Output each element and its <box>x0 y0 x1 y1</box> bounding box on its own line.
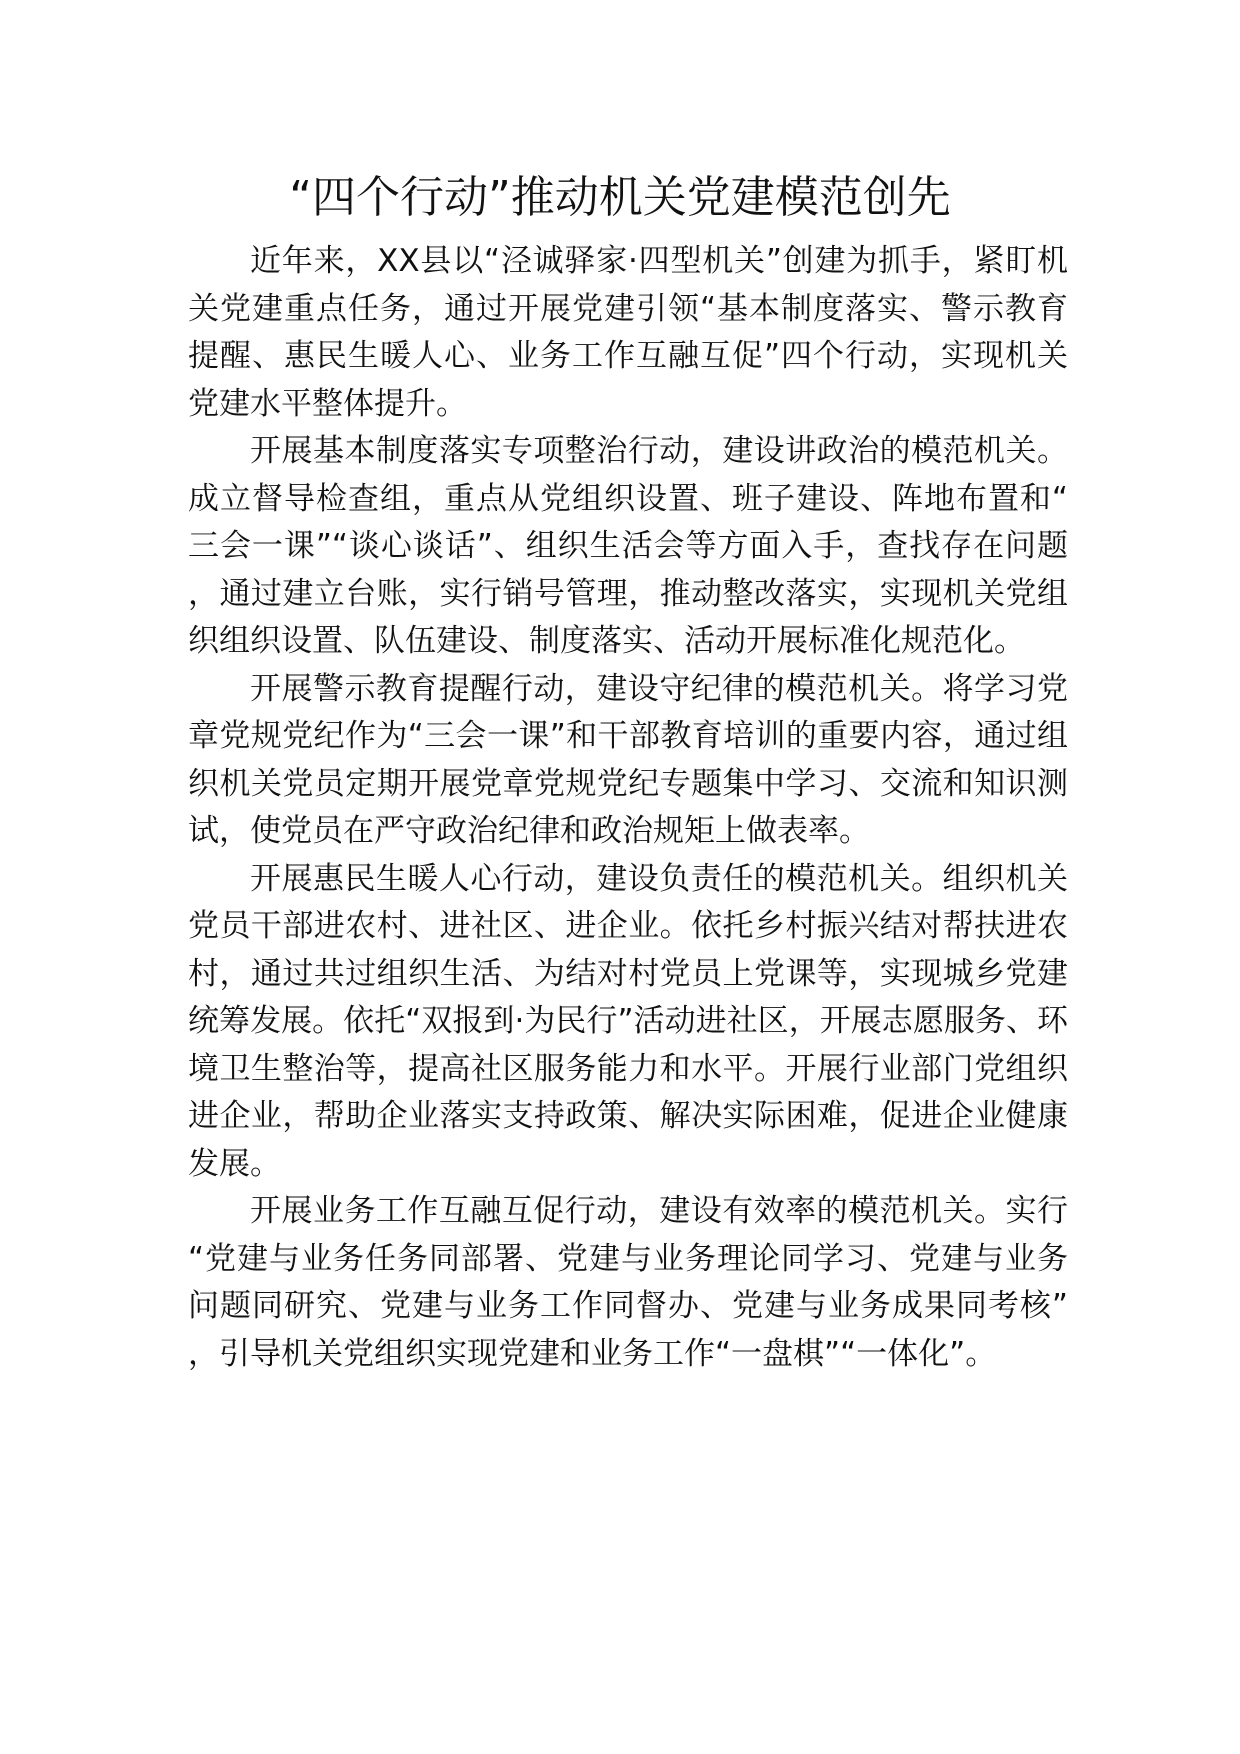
document-body <box>188 238 1068 1378</box>
document-title: “四个行动”推动机关党建模范创先 <box>289 172 951 223</box>
paragraph-livelihood-action: 开展惠民生暖人心行动，建设负责任的模范机关。组织机关党员干部进农村、进社区、进企业。依托乡村振兴结对帮扶进农村，通过共过组织生活、为结对村党员上党课等，实现城乡党建统筹发展。依托“双报到·为民行”活动进社区，开展志愿服务、环境卫生整治等，提高社区服务能力和水平。开展行业部门党组织进企业，帮助企业落实支持政策、解决实际困难，促进企业健康发展。 <box>188 860 1068 1182</box>
paragraph-business-integration-action: 开展业务工作互融互促行动，建设有效率的模范机关。实行“党建与业务任务同部署、党建与业务理论同学习、党建与业务问题同研究、党建与业务工作同督办、党建与业务成果同考核”，引导机关党组织实现党建和业务工作“一盘棋”“一体化”。 <box>188 1193 1068 1372</box>
paragraph-institution-action: 开展基本制度落实专项整治行动，建设讲政治的模范机关。成立督导检查组，重点从党组织设置、班子建设、阵地布置和“三会一课”“谈心谈话”、组织生活会等方面入手，查找存在问题，通过建立台账，实行销号管理，推动整改落实，实现机关党组织组织设置、队伍建设、制度落实、活动开展标准化规范化。 <box>188 433 1068 659</box>
paragraph-warning-education-action: 开展警示教育提醒行动，建设守纪律的模范机关。将学习党章党规党纪作为“三会一课”和干部教育培训的重要内容，通过组织机关党员定期开展党章党规党纪专题集中学习、交流和知识测试，使党员在严守政治纪律和政治规矩上做表率。 <box>188 670 1068 849</box>
paragraph-intro: 近年来，XX县以“泾诚驿家·四型机关”创建为抓手，紧盯机关党建重点任务，通过开展党建引领“基本制度落实、警示教育提醒、惠民生暖人心、业务工作互融互促”四个行动，实现机关党建水平整体提升。 <box>188 243 1068 422</box>
